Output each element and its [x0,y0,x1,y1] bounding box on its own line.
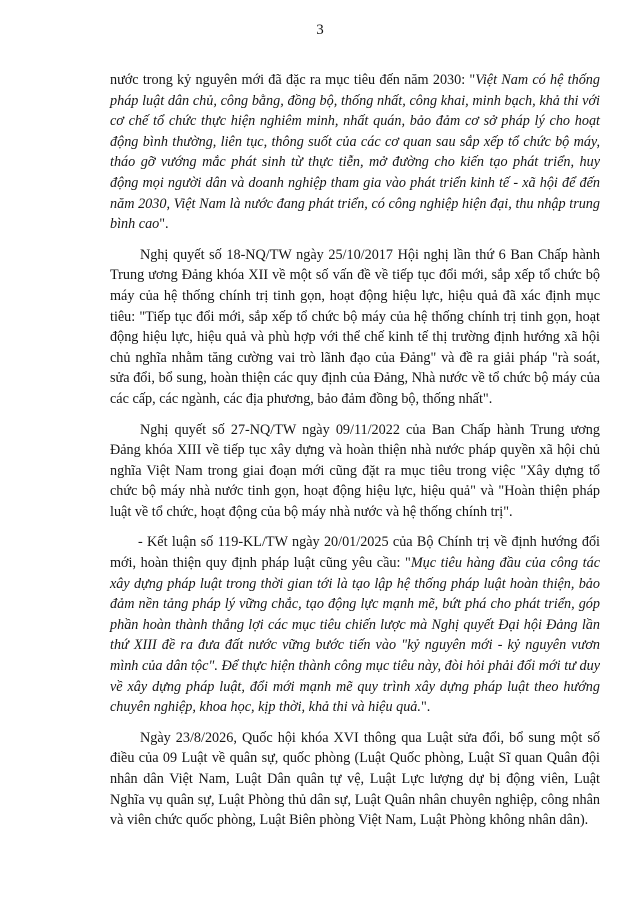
text-run: Nghị quyết số 27-NQ/TW ngày 09/11/2022 của Ban Chấp hành Trung ương Đảng khóa XIII về tiếp tục xây dựng và hoàn thiện nhà nước pháp quyền xã hội chủ nghĩa Việt Nam trong giai đoạn mới cũng đặt ra mục tiêu trong việc "Xây dựng tổ chức bộ máy nhà nước tinh gọn, hoạt động hiệu lực, hiệu quả" và "Hoàn thiện pháp luật về tổ chức, hoạt động của bộ máy nhà nước và hệ thống chính trị". [110,421,600,520]
paragraph-2030-goal [110,70,600,235]
paragraph-resolution-18 [110,245,600,410]
quoted-text: Việt Nam có hệ thống pháp luật dân chủ, công bằng, đồng bộ, thống nhất, công khai, minh bạch, khả thi với cơ chế tổ chức thực hiện nghiêm minh, nhất quán, bảo đảm cơ sở pháp lý cho hoạt động bình thường, liên tục, thông suốt của các cơ quan sau sắp xếp tổ chức bộ máy, tháo gỡ vướng mắc phát sinh từ thực tiễn, mở đường cho kiến tạo phát triển, huy động mọi người dân và doanh nghiệp tham gia vào phát triển kinh tế - xã hội để đến năm 2030, Việt Nam là nước đang phát triển, có công nghiệp hiện đại, thu nhập trung bình cao [110,72,600,233]
quoted-text: Mục tiêu hàng đầu của công tác xây dựng pháp luật trong thời gian tới là tạo lập hệ thống pháp luật hoàn thiện, bảo đảm nền tảng pháp lý vững chắc, tạo động lực mạnh mẽ, bứt phá cho phát triển, góp phần hoàn thành thắng lợi các mục tiêu chiến lược mà Nghị quyết Đại hội Đảng lần thứ XIII đề ra đưa đất nước vững bước tiến vào "kỷ nguyên mới - kỷ nguyên vươn mình của dân tộc". Để thực hiện thành công mục tiêu này, đòi hỏi phải đổi mới tư duy về xây dựng pháp luật, đổi mới mạnh mẽ quy trình xây dựng pháp luật theo hướng chuyên nghiệp, khoa học, kịp thời, khả thi và hiệu quả. [110,555,600,716]
document-body [110,70,600,831]
text-run: Nghị quyết số 18-NQ/TW ngày 25/10/2017 Hội nghị lần thứ 6 Ban Chấp hành Trung ương Đảng khóa XII về một số vấn đề về tiếp tục đổi mới, sắp xếp tổ chức bộ máy của hệ thống chính trị tinh gọn, hoạt động hiệu lực, hiệu quả đã xác định mục tiêu: "Tiếp tục đổi mới, sắp xếp tổ chức bộ máy của hệ thống chính trị tinh gọn, hoạt động hiệu lực, hiệu quả và phù hợp với thể chế kinh tế thị trường định hướng xã hội chủ nghĩa nhằm tăng cường vai trò lãnh đạo của Đảng" và đề ra giải pháp "rà soát, sửa đổi, bổ sung, hoàn thiện các quy định của Đảng, Nhà nước về tổ chức bộ máy của các cấp, các ngành, các địa phương, bảo đảm đồng bộ, thống nhất". [110,246,600,407]
text-run: Ngày 23/8/2026, Quốc hội khóa XVI thông qua Luật sửa đổi, bổ sung một số điều của 09 Luật về quân sự, quốc phòng (Luật Quốc phòng, Luật Sĩ quan Quân đội nhân dân Việt Nam, Luật Dân quân tự vệ, Luật Lực lượng dự bị động viên, Luật Nghĩa vụ quân sự, Luật Phòng thủ dân sự, Luật Quân nhân chuyên nghiệp, công nhân và viên chức quốc phòng, Luật Biên phòng Việt Nam, Luật Phòng không nhân dân). [110,729,600,829]
text-run: nước trong kỷ nguyên mới đã đặc ra mục tiêu đến năm 2030: " [110,72,476,88]
paragraph-resolution-27 [110,420,600,523]
text-run: ". [159,216,169,233]
text-run: ". [420,699,431,716]
text-run: - Kết luận số 119-KL/TW ngày 20/01/2025 của Bộ Chính trị về định hướng đổi mới, hoàn thiện quy định pháp luật cũng yêu cầu: " [110,534,600,572]
page-number: 3 [316,22,324,38]
paragraph-conclusion-119 [110,532,600,717]
paragraph-law-amendment [110,728,600,831]
